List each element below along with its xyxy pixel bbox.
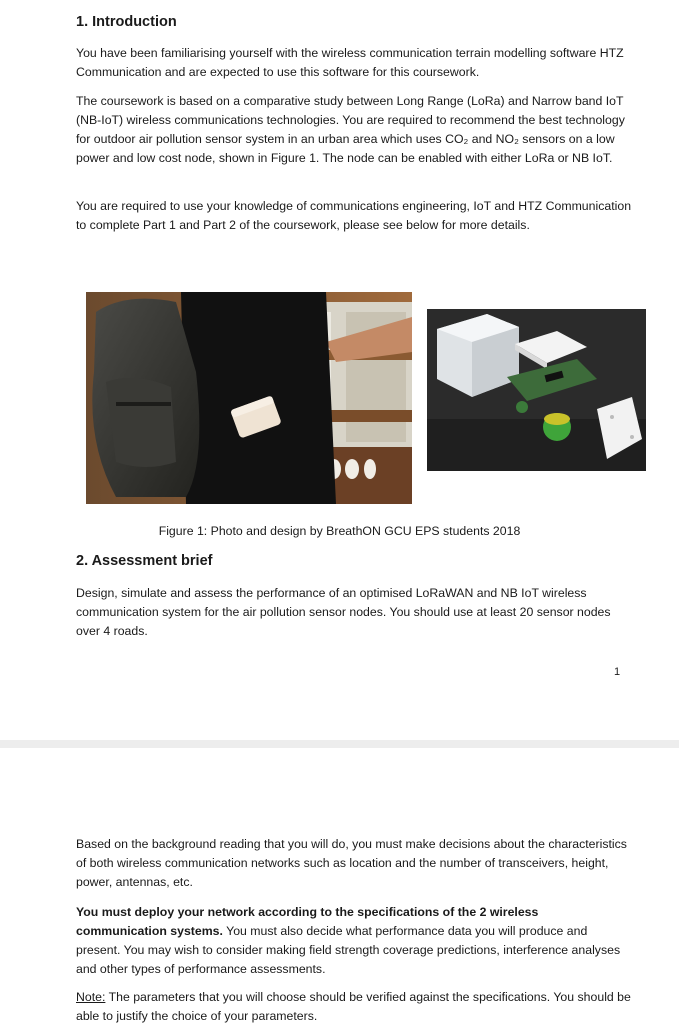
assessment-paragraph-1: Design, simulate and assess the performance of an optimised LoRaWAN and NB IoT wireless communication system for the air pollution sensor nodes. You should use at least 20 sensor nodes over 4 roads.: [76, 586, 611, 638]
figure-render-sensor-node: [427, 309, 646, 471]
page2-paragraph-1: Based on the background reading that you will do, you must make decisions about the characteristics of both wireless communication networks such as location and the number of transceivers, height, power, antennas, etc.: [76, 837, 627, 889]
page2-paragraph-2-bold: You must deploy your network according to the specifications of the 2 wireless communication systems.: [76, 905, 539, 938]
document-page-2: [0, 748, 679, 1032]
page-number: 1: [614, 666, 621, 678]
note-label: Note:: [76, 990, 106, 1004]
page2-note: [76, 988, 632, 1026]
page2-paragraph-2-rest: You must also decide what performance data you will produce and present. You may wish to consider making field strength coverage predictions, interference analyses and other types of performance assessments.: [76, 924, 621, 976]
page2-paragraph-2: [76, 903, 632, 979]
intro-paragraph-3: You are required to use your knowledge of communications engineering, IoT and HTZ Communication to complete Part 1 and Part 2 of the coursework, please see below for more details.: [76, 199, 632, 232]
figure-photo-backpack: [86, 292, 412, 504]
figure-caption: Figure 1: Photo and design by BreathON GCU EPS students 2018: [158, 524, 521, 538]
intro-paragraph-1: You have been familiarising yourself with the wireless communication terrain modelling software HTZ Communication and are expected to use this software for this coursework.: [76, 46, 624, 79]
section-heading-introduction: 1. Introduction: [76, 14, 177, 30]
page-separator: [0, 740, 679, 748]
section-heading-assessment-brief: 2. Assessment brief: [76, 553, 213, 569]
note-text: The parameters that you will choose should be verified against the specifications. You should be able to justify the choice of your parameters.: [76, 990, 631, 1023]
intro-paragraph-2: The coursework is based on a comparative study between Long Range (LoRa) and Narrow band IoT (NB-IoT) wireless communications technologies. You are required to recommend the best technology for outdoor air pollution sensor system in an urban area which uses CO₂ and NO₂ sensors on a low power and low cost node, shown in Figure 1. The node can be enabled with either LoRa or NB IoT.: [76, 94, 625, 165]
